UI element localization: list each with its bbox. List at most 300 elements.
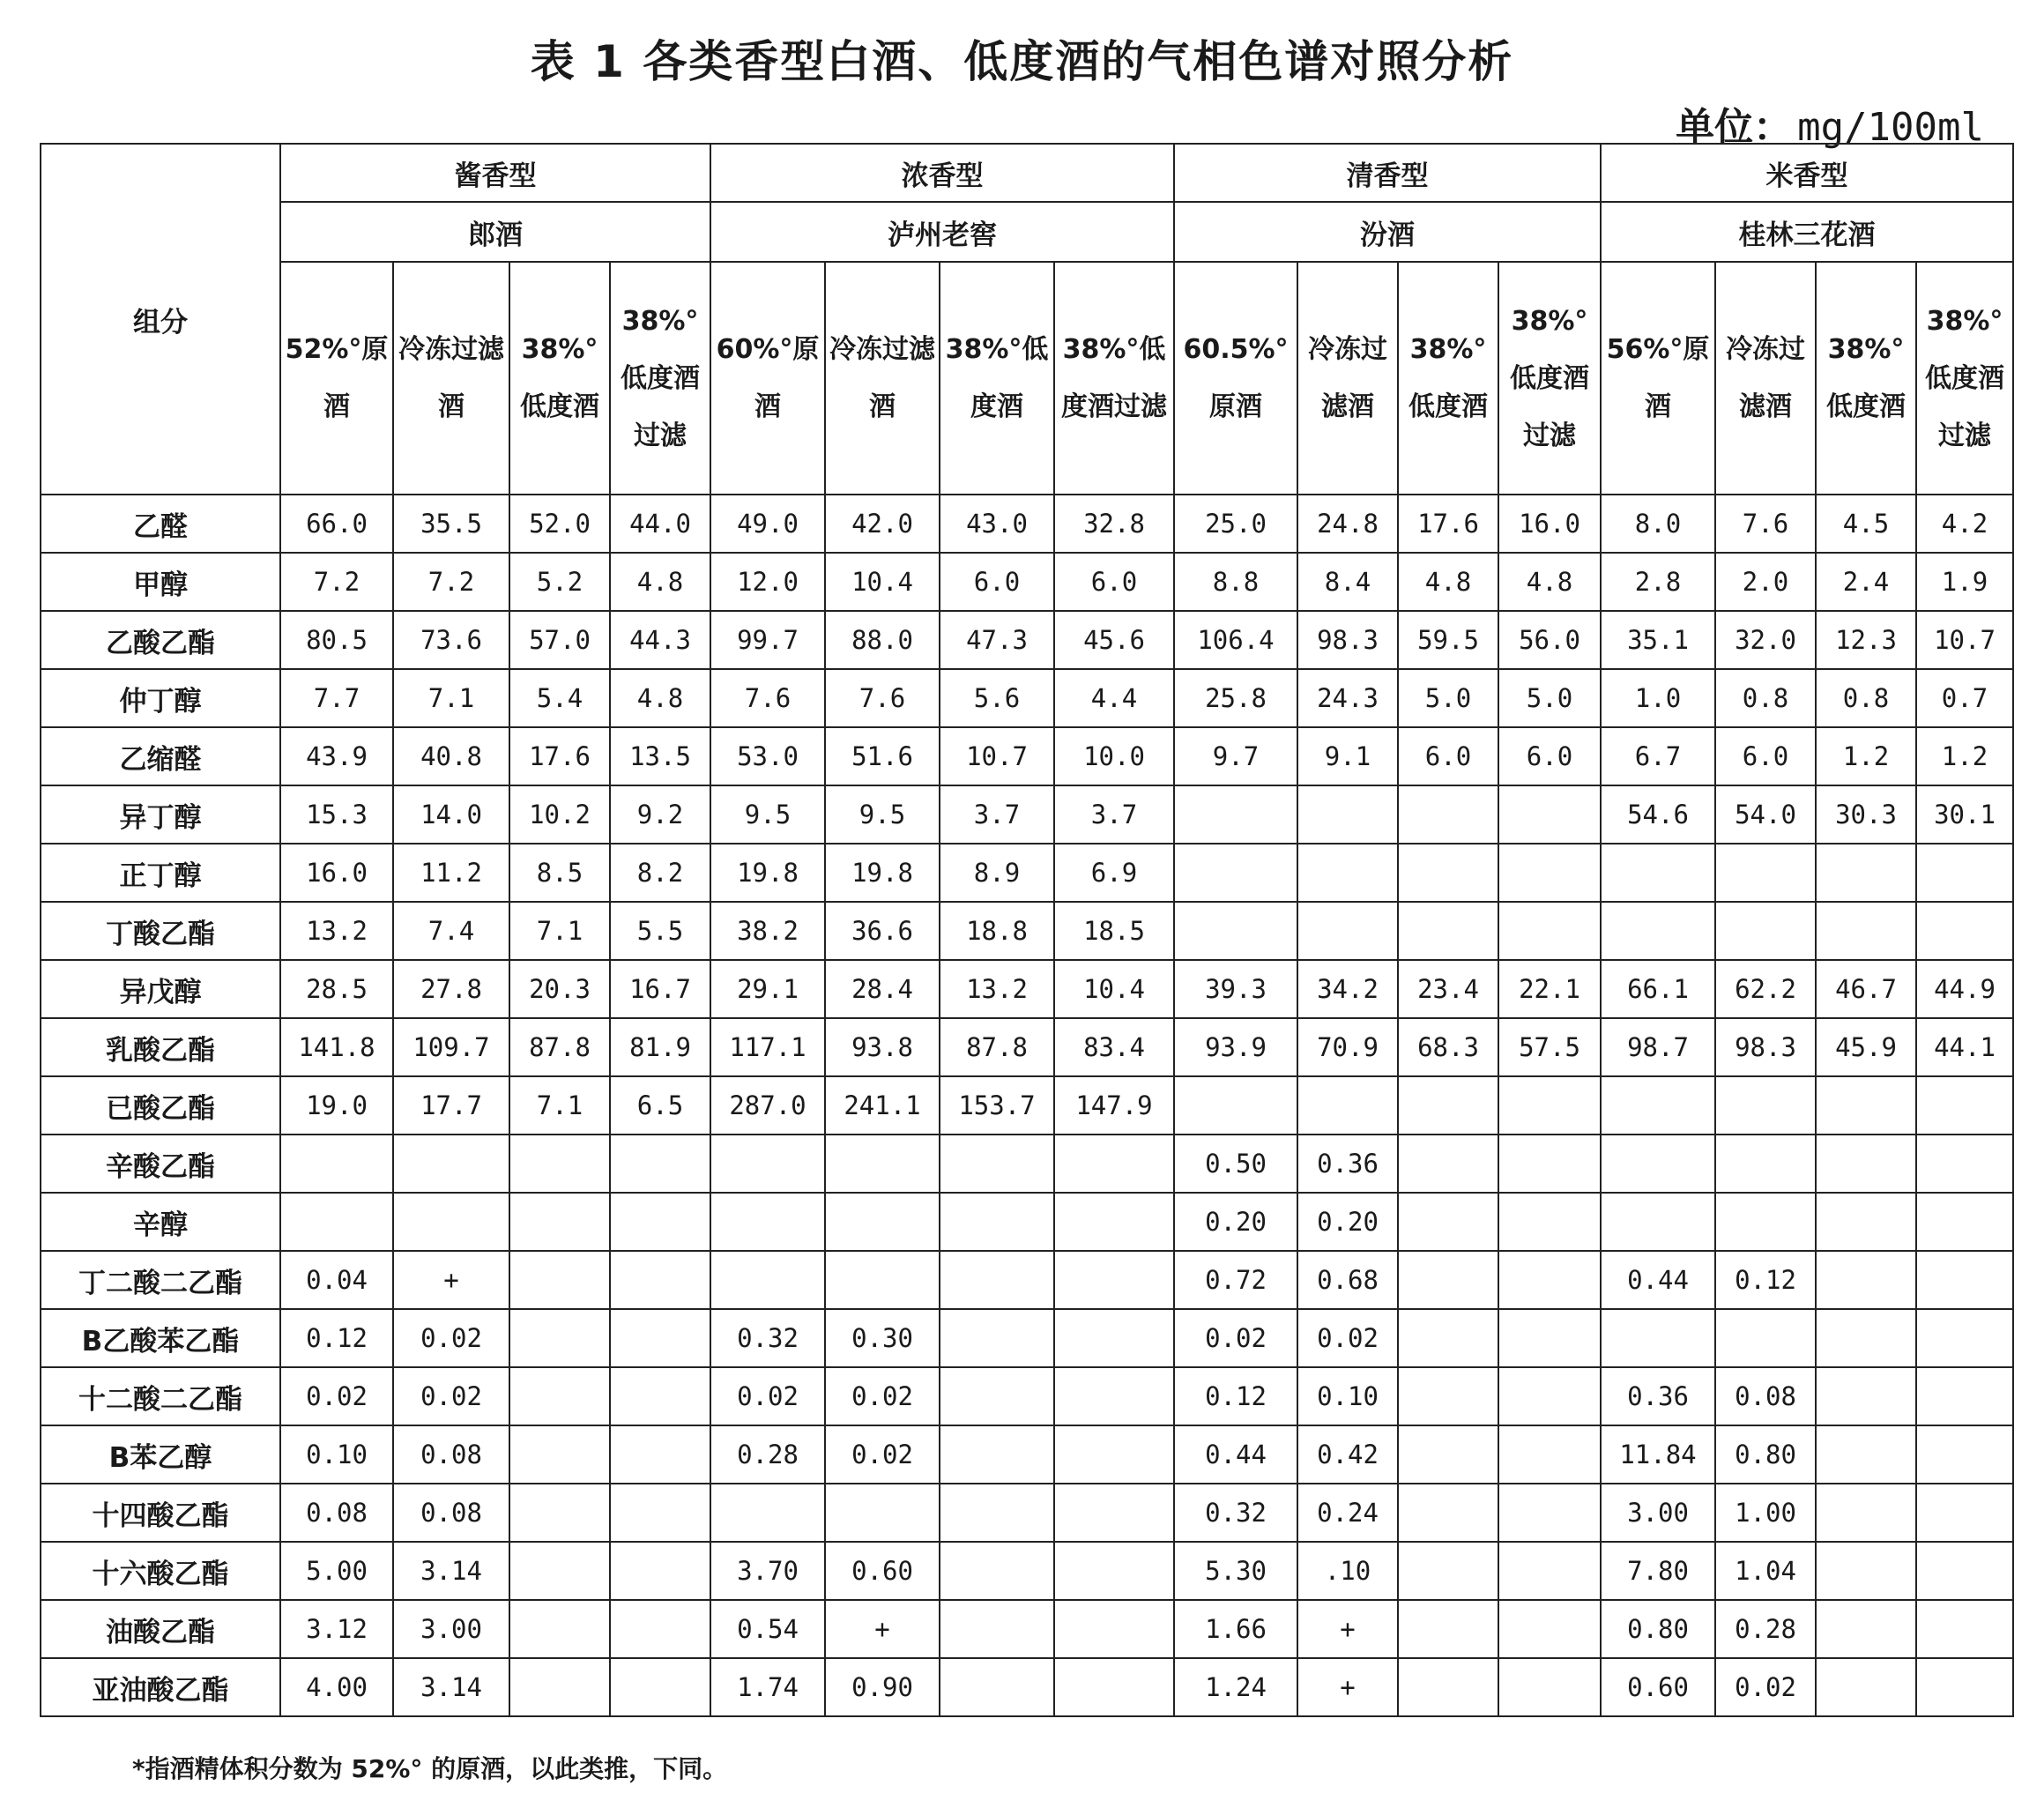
value-cell <box>710 1251 825 1309</box>
value-cell: 45.6 <box>1054 611 1174 669</box>
value-cell: 7.2 <box>393 553 509 611</box>
value-cell: 0.8 <box>1816 669 1916 727</box>
value-cell: 109.7 <box>393 1018 509 1076</box>
value-cell: 2.8 <box>1601 553 1715 611</box>
value-cell: 7.2 <box>280 553 393 611</box>
value-cell: 53.0 <box>710 727 825 785</box>
value-cell <box>610 1367 710 1425</box>
sample-column-header: 38%°低度酒 <box>1398 262 1498 495</box>
value-cell: 17.6 <box>1398 495 1498 553</box>
value-cell <box>1816 1484 1916 1542</box>
sample-column-header: 冷冻过滤酒 <box>1297 262 1398 495</box>
sample-column-header: 38%°低度酒过滤 <box>610 262 710 495</box>
value-cell <box>940 1251 1054 1309</box>
component-name: 亚油酸乙酯 <box>41 1658 280 1716</box>
value-cell: 1.66 <box>1174 1600 1297 1658</box>
value-cell <box>1715 1076 1816 1135</box>
value-cell: 25.8 <box>1174 669 1297 727</box>
value-cell <box>1498 1076 1601 1135</box>
value-cell: 62.2 <box>1715 960 1816 1018</box>
value-cell: 23.4 <box>1398 960 1498 1018</box>
value-cell <box>1916 1076 2013 1135</box>
value-cell: 1.2 <box>1916 727 2013 785</box>
value-cell: 11.84 <box>1601 1425 1715 1484</box>
value-cell: 0.02 <box>825 1425 940 1484</box>
value-cell <box>1816 1251 1916 1309</box>
value-cell: 17.6 <box>509 727 610 785</box>
value-cell: 87.8 <box>940 1018 1054 1076</box>
value-cell <box>1398 1600 1498 1658</box>
value-cell <box>1715 1309 1816 1367</box>
sample-column-header: 56%°原酒 <box>1601 262 1715 495</box>
value-cell: 18.8 <box>940 902 1054 960</box>
unit-value: mg/100ml <box>1797 105 1984 150</box>
aroma-type-header: 米香型 <box>1601 144 2013 202</box>
value-cell <box>509 1309 610 1367</box>
value-cell: 9.7 <box>1174 727 1297 785</box>
value-cell: 0.04 <box>280 1251 393 1309</box>
value-cell: 0.68 <box>1297 1251 1398 1309</box>
value-cell: 35.5 <box>393 495 509 553</box>
value-cell: 13.2 <box>280 902 393 960</box>
value-cell <box>1398 1309 1498 1367</box>
component-name: 十四酸乙酯 <box>41 1484 280 1542</box>
value-cell: 16.7 <box>610 960 710 1018</box>
value-cell <box>1498 1135 1601 1193</box>
value-cell <box>1054 1542 1174 1600</box>
value-cell: 8.0 <box>1601 495 1715 553</box>
sample-column-header: 38%°低度酒 <box>1816 262 1916 495</box>
value-cell: 19.8 <box>825 844 940 902</box>
value-cell <box>1601 1076 1715 1135</box>
value-cell <box>1715 844 1816 902</box>
value-cell: 7.6 <box>710 669 825 727</box>
value-cell <box>1816 844 1916 902</box>
table-row <box>41 1367 2013 1425</box>
value-cell: 3.14 <box>393 1542 509 1600</box>
component-name: 异戊醇 <box>41 960 280 1018</box>
value-cell: 18.5 <box>1054 902 1174 960</box>
value-cell: 99.7 <box>710 611 825 669</box>
value-cell <box>1916 1309 2013 1367</box>
value-cell <box>1398 1425 1498 1484</box>
value-cell: 34.2 <box>1297 960 1398 1018</box>
value-cell <box>1916 1425 2013 1484</box>
value-cell: 1.24 <box>1174 1658 1297 1716</box>
value-cell: 0.20 <box>1174 1193 1297 1251</box>
value-cell: 8.9 <box>940 844 1054 902</box>
value-cell <box>940 1658 1054 1716</box>
value-cell <box>1498 1658 1601 1716</box>
table-row <box>41 902 2013 960</box>
value-cell: 1.00 <box>1715 1484 1816 1542</box>
value-cell: 52.0 <box>509 495 610 553</box>
table-row <box>41 1542 2013 1600</box>
value-cell <box>1398 902 1498 960</box>
value-cell: 0.02 <box>825 1367 940 1425</box>
value-cell: 24.3 <box>1297 669 1398 727</box>
table-row <box>41 1076 2013 1135</box>
value-cell: 0.50 <box>1174 1135 1297 1193</box>
value-cell: 43.0 <box>940 495 1054 553</box>
value-cell: 44.9 <box>1916 960 2013 1018</box>
value-cell <box>1498 1425 1601 1484</box>
sample-column-header: 52%°原酒 <box>280 262 393 495</box>
value-cell <box>610 1193 710 1251</box>
value-cell: 66.1 <box>1601 960 1715 1018</box>
sample-column-header: 38%°低度酒 <box>509 262 610 495</box>
value-cell <box>1816 1367 1916 1425</box>
value-cell <box>1398 785 1498 844</box>
aroma-type-header: 浓香型 <box>710 144 1174 202</box>
value-cell <box>1054 1658 1174 1716</box>
value-cell <box>825 1251 940 1309</box>
value-cell: 68.3 <box>1398 1018 1498 1076</box>
value-cell: 30.1 <box>1916 785 2013 844</box>
value-cell: 93.9 <box>1174 1018 1297 1076</box>
value-cell <box>509 1193 610 1251</box>
value-cell <box>1916 1135 2013 1193</box>
value-cell: 83.4 <box>1054 1018 1174 1076</box>
aroma-type-header: 酱香型 <box>280 144 710 202</box>
value-cell: 0.8 <box>1715 669 1816 727</box>
value-cell <box>825 1193 940 1251</box>
value-cell: 7.6 <box>1715 495 1816 553</box>
value-cell: 287.0 <box>710 1076 825 1135</box>
value-cell: 0.02 <box>393 1309 509 1367</box>
value-cell <box>940 1367 1054 1425</box>
value-cell: 8.2 <box>610 844 710 902</box>
value-cell: 66.0 <box>280 495 393 553</box>
value-cell: 57.0 <box>509 611 610 669</box>
component-name: 甲醇 <box>41 553 280 611</box>
value-cell <box>1498 1367 1601 1425</box>
value-cell: 38.2 <box>710 902 825 960</box>
value-cell: 10.0 <box>1054 727 1174 785</box>
value-cell: 0.42 <box>1297 1425 1398 1484</box>
value-cell: 0.08 <box>393 1484 509 1542</box>
value-cell <box>1816 1542 1916 1600</box>
component-name: 乙缩醛 <box>41 727 280 785</box>
value-cell <box>940 1425 1054 1484</box>
value-cell: + <box>825 1600 940 1658</box>
value-cell: 10.7 <box>940 727 1054 785</box>
value-cell: 6.7 <box>1601 727 1715 785</box>
value-cell <box>940 1135 1054 1193</box>
value-cell: 0.12 <box>1174 1367 1297 1425</box>
value-cell <box>509 1658 610 1716</box>
value-cell <box>1498 785 1601 844</box>
liquor-name-header: 泸州老窖 <box>710 202 1174 262</box>
value-cell: 0.24 <box>1297 1484 1398 1542</box>
value-cell: 3.7 <box>940 785 1054 844</box>
sample-column-header: 38%°低度酒过滤 <box>1498 262 1601 495</box>
value-cell: 47.3 <box>940 611 1054 669</box>
value-cell: 44.0 <box>610 495 710 553</box>
value-cell: 0.44 <box>1174 1425 1297 1484</box>
value-cell: 0.08 <box>280 1484 393 1542</box>
value-cell <box>1498 1193 1601 1251</box>
value-cell: 16.0 <box>1498 495 1601 553</box>
value-cell <box>1916 1658 2013 1716</box>
value-cell: 28.5 <box>280 960 393 1018</box>
value-cell: 0.80 <box>1601 1600 1715 1658</box>
table-row <box>41 1193 2013 1251</box>
value-cell <box>1054 1484 1174 1542</box>
value-cell: 5.30 <box>1174 1542 1297 1600</box>
value-cell: 6.0 <box>1398 727 1498 785</box>
value-cell: 35.1 <box>1601 611 1715 669</box>
value-cell: 12.0 <box>710 553 825 611</box>
value-cell: 0.60 <box>825 1542 940 1600</box>
value-cell: 4.8 <box>610 669 710 727</box>
component-name: 乙醛 <box>41 495 280 553</box>
table-row <box>41 727 2013 785</box>
value-cell <box>1498 1484 1601 1542</box>
value-cell: 3.00 <box>1601 1484 1715 1542</box>
value-cell: 5.0 <box>1498 669 1601 727</box>
sample-column-header: 冷冻过滤酒 <box>1715 262 1816 495</box>
sample-column-header: 60%°原酒 <box>710 262 825 495</box>
value-cell <box>509 1251 610 1309</box>
value-cell: 5.4 <box>509 669 610 727</box>
value-cell: 5.5 <box>610 902 710 960</box>
value-cell: 44.3 <box>610 611 710 669</box>
value-cell: 4.8 <box>1498 553 1601 611</box>
value-cell <box>1297 1076 1398 1135</box>
value-cell: 9.5 <box>710 785 825 844</box>
value-cell: 147.9 <box>1054 1076 1174 1135</box>
value-cell: 10.2 <box>509 785 610 844</box>
value-cell <box>940 1600 1054 1658</box>
value-cell: 6.0 <box>1715 727 1816 785</box>
value-cell: 1.2 <box>1816 727 1916 785</box>
value-cell: 6.0 <box>1054 553 1174 611</box>
value-cell: 59.5 <box>1398 611 1498 669</box>
component-name: Β苯乙醇 <box>41 1425 280 1484</box>
value-cell <box>1916 1484 2013 1542</box>
value-cell: 0.80 <box>1715 1425 1816 1484</box>
value-cell: 0.7 <box>1916 669 2013 727</box>
value-cell <box>710 1135 825 1193</box>
value-cell: 70.9 <box>1297 1018 1398 1076</box>
value-cell: 28.4 <box>825 960 940 1018</box>
value-cell: 0.30 <box>825 1309 940 1367</box>
value-cell <box>1398 1076 1498 1135</box>
liquor-name-header: 汾酒 <box>1174 202 1601 262</box>
value-cell: 17.7 <box>393 1076 509 1135</box>
table-row <box>41 1484 2013 1542</box>
value-cell: 39.3 <box>1174 960 1297 1018</box>
value-cell <box>1054 1309 1174 1367</box>
value-cell: 9.5 <box>825 785 940 844</box>
value-cell: 4.00 <box>280 1658 393 1716</box>
value-cell <box>610 1251 710 1309</box>
value-cell <box>1715 1193 1816 1251</box>
value-cell: 0.12 <box>280 1309 393 1367</box>
value-cell: 88.0 <box>825 611 940 669</box>
value-cell: 56.0 <box>1498 611 1601 669</box>
value-cell: 3.00 <box>393 1600 509 1658</box>
value-cell <box>1498 844 1601 902</box>
value-cell: 7.1 <box>509 902 610 960</box>
value-cell <box>610 1484 710 1542</box>
value-cell <box>1174 902 1297 960</box>
value-cell: 54.0 <box>1715 785 1816 844</box>
value-cell <box>1816 1425 1916 1484</box>
table-row <box>41 1018 2013 1076</box>
value-cell: 32.8 <box>1054 495 1174 553</box>
component-name: 乳酸乙酯 <box>41 1018 280 1076</box>
value-cell <box>1054 1193 1174 1251</box>
sample-column-header: 冷冻过滤酒 <box>393 262 509 495</box>
value-cell: 117.1 <box>710 1018 825 1076</box>
value-cell: 19.8 <box>710 844 825 902</box>
component-name: 仲丁醇 <box>41 669 280 727</box>
value-cell <box>1054 1425 1174 1484</box>
value-cell: 6.0 <box>1498 727 1601 785</box>
value-cell: 3.7 <box>1054 785 1174 844</box>
value-cell <box>940 1484 1054 1542</box>
value-cell: 7.1 <box>393 669 509 727</box>
value-cell <box>393 1135 509 1193</box>
sample-column-header: 38%°低度酒 <box>940 262 1054 495</box>
value-cell: 0.54 <box>710 1600 825 1658</box>
value-cell: 0.08 <box>1715 1367 1816 1425</box>
value-cell: 13.2 <box>940 960 1054 1018</box>
component-name: 十二酸二乙酯 <box>41 1367 280 1425</box>
table-title: 表 1 各类香型白酒、低度酒的气相色谱对照分析 <box>530 36 1514 87</box>
value-cell: 51.6 <box>825 727 940 785</box>
value-cell <box>1498 1600 1601 1658</box>
value-cell: 153.7 <box>940 1076 1054 1135</box>
value-cell: 98.3 <box>1297 611 1398 669</box>
value-cell: 0.28 <box>1715 1600 1816 1658</box>
footnote: *指酒精体积分数为 52%° 的原酒，以此类推，下同。 <box>132 1754 728 1783</box>
value-cell: + <box>1297 1600 1398 1658</box>
value-cell <box>710 1193 825 1251</box>
value-cell <box>1054 1135 1174 1193</box>
value-cell: 0.02 <box>1715 1658 1816 1716</box>
table-row <box>41 1425 2013 1484</box>
value-cell: 1.74 <box>710 1658 825 1716</box>
component-name: 丁酸乙酯 <box>41 902 280 960</box>
value-cell: 7.7 <box>280 669 393 727</box>
table-row <box>41 669 2013 727</box>
value-cell: 10.4 <box>1054 960 1174 1018</box>
gc-comparison-table <box>40 143 2014 1717</box>
value-cell <box>940 1542 1054 1600</box>
value-cell <box>1398 1135 1498 1193</box>
value-cell: 9.1 <box>1297 727 1398 785</box>
value-cell <box>1174 785 1297 844</box>
value-cell <box>1916 844 2013 902</box>
value-cell: 241.1 <box>825 1076 940 1135</box>
value-cell: 14.0 <box>393 785 509 844</box>
value-cell <box>1054 1367 1174 1425</box>
value-cell <box>1498 1309 1601 1367</box>
value-cell: 13.5 <box>610 727 710 785</box>
liquor-name-header: 桂林三花酒 <box>1601 202 2013 262</box>
sample-column-header: 38%°低度酒过滤 <box>1054 262 1174 495</box>
value-cell: 1.04 <box>1715 1542 1816 1600</box>
value-cell: 0.90 <box>825 1658 940 1716</box>
value-cell: 0.08 <box>393 1425 509 1484</box>
value-cell <box>1601 1135 1715 1193</box>
table-row <box>41 1658 2013 1716</box>
value-cell <box>1715 1135 1816 1193</box>
value-cell: 5.2 <box>509 553 610 611</box>
value-cell: 12.3 <box>1816 611 1916 669</box>
component-name: 油酸乙酯 <box>41 1600 280 1658</box>
sample-column-header: 38%°低度酒过滤 <box>1916 262 2013 495</box>
value-cell: 57.5 <box>1498 1018 1601 1076</box>
value-cell <box>509 1600 610 1658</box>
value-cell <box>1916 1542 2013 1600</box>
component-name: 辛酸乙酯 <box>41 1135 280 1193</box>
value-cell: 0.32 <box>1174 1484 1297 1542</box>
value-cell: 0.10 <box>280 1425 393 1484</box>
value-cell: 49.0 <box>710 495 825 553</box>
value-cell: 44.1 <box>1916 1018 2013 1076</box>
component-header: 组分 <box>41 144 280 495</box>
value-cell: 0.02 <box>1174 1309 1297 1367</box>
value-cell: 5.0 <box>1398 669 1498 727</box>
value-cell: 3.70 <box>710 1542 825 1600</box>
value-cell <box>610 1309 710 1367</box>
table-row <box>41 553 2013 611</box>
value-cell: 16.0 <box>280 844 393 902</box>
value-cell <box>509 1135 610 1193</box>
value-cell: 11.2 <box>393 844 509 902</box>
value-cell <box>1297 902 1398 960</box>
value-cell: 45.9 <box>1816 1018 1916 1076</box>
value-cell <box>1174 1076 1297 1135</box>
value-cell <box>940 1309 1054 1367</box>
value-cell: 0.20 <box>1297 1193 1398 1251</box>
value-cell <box>1297 844 1398 902</box>
value-cell <box>1816 1309 1916 1367</box>
value-cell <box>1916 902 2013 960</box>
value-cell: 4.5 <box>1816 495 1916 553</box>
component-name: 十六酸乙酯 <box>41 1542 280 1600</box>
value-cell <box>393 1193 509 1251</box>
value-cell: 7.4 <box>393 902 509 960</box>
value-cell <box>1816 1193 1916 1251</box>
value-cell: + <box>1297 1658 1398 1716</box>
value-cell: 0.72 <box>1174 1251 1297 1309</box>
value-cell: 10.7 <box>1916 611 2013 669</box>
value-cell <box>509 1484 610 1542</box>
value-cell <box>610 1425 710 1484</box>
value-cell: 0.02 <box>393 1367 509 1425</box>
value-cell: 22.1 <box>1498 960 1601 1018</box>
value-cell <box>1601 1193 1715 1251</box>
value-cell: 43.9 <box>280 727 393 785</box>
table-row <box>41 495 2013 553</box>
value-cell: 46.7 <box>1816 960 1916 1018</box>
value-cell: 6.5 <box>610 1076 710 1135</box>
value-cell <box>1174 844 1297 902</box>
value-cell <box>610 1600 710 1658</box>
value-cell <box>1816 1076 1916 1135</box>
value-cell <box>825 1484 940 1542</box>
component-name: 正丁醇 <box>41 844 280 902</box>
value-cell: 8.8 <box>1174 553 1297 611</box>
value-cell: 19.0 <box>280 1076 393 1135</box>
value-cell: .10 <box>1297 1542 1398 1600</box>
value-cell: 40.8 <box>393 727 509 785</box>
